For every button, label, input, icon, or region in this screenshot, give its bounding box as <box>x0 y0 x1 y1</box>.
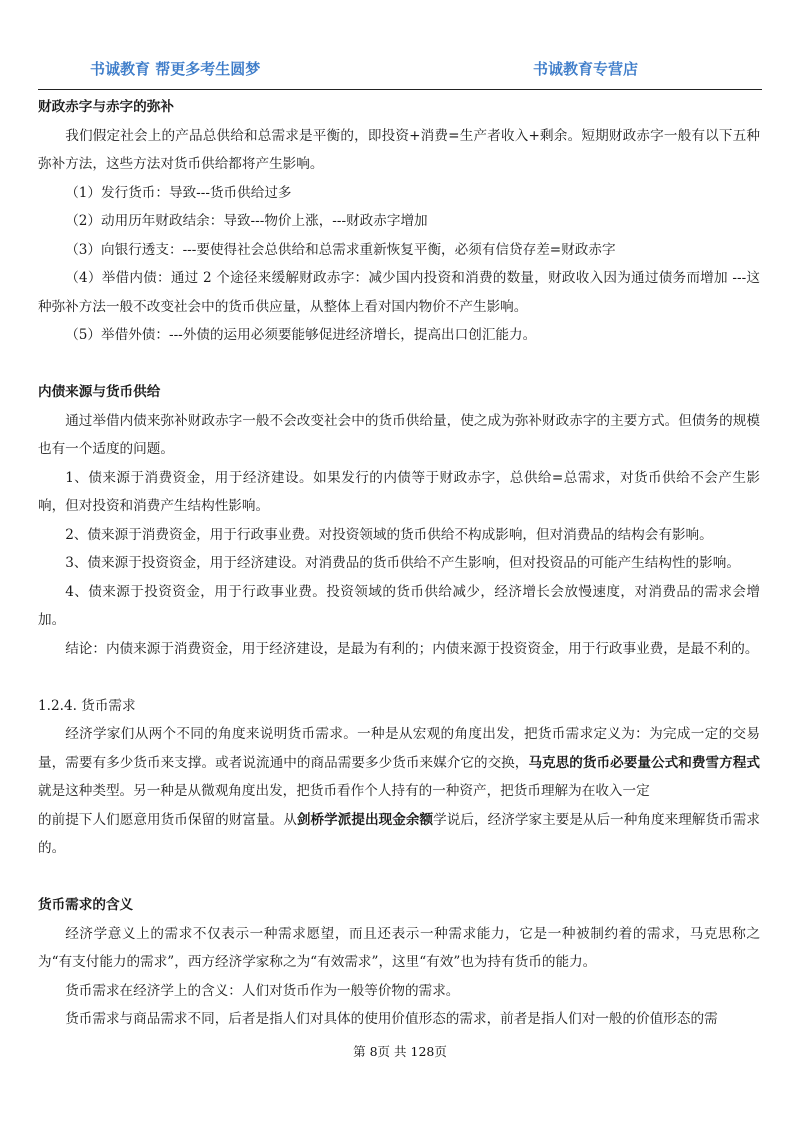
paragraph-money-demand-2: 的前提下人们愿意用货币保留的财富量。从剑桥学派提出现金余额学说后，经济学家主要是从后一种角度来理解货币需求的。 <box>38 811 761 856</box>
header-divider <box>38 89 762 90</box>
list-item: （3）向银行透支：---要使得社会总供给和总需求重新恢复平衡，必须有信贷存差=财政赤字 <box>65 241 616 258</box>
section-title-money-demand: 1.2.4. 货币需求 <box>38 697 136 714</box>
list-item: （1）发行货币：导致---货币供给过多 <box>65 184 292 201</box>
document-body <box>38 93 760 1034</box>
list-item: 1、债来源于消费资金，用于经济建设。如果发行的内债等于财政赤字，总供给=总需求，对货币供给不会产生影响，但对投资和消费产生结构性影响。 <box>38 469 760 514</box>
list-item: 3、债来源于投资资金，用于经济建设。对消费品的货币供给不产生影响，但对投资品的可能产生结构性的影响。 <box>65 555 740 571</box>
paragraph-conclusion: 结论：内债来源于消费资金，用于经济建设，是最为有利的；内债来源于投资资金，用于行政事业费，是最不利的。 <box>65 640 759 657</box>
bold-phrase-marx-fisher: 马克思的货币必要量公式和费雪方程式 <box>528 754 761 771</box>
paragraph-debt-intro: 通过举借内债来弥补财政赤字一般不会改变社会中的货币供给量，使之成为弥补财政赤字的主要方式。但债务的规模也有一个适度的问题。 <box>38 412 760 457</box>
list-item: （2）动用历年财政结余：导致---物价上涨，---财政赤字增加 <box>65 213 428 229</box>
bold-phrase-cambridge: 剑桥学派提出现金余额 <box>296 811 434 828</box>
list-item: 4、债来源于投资资金，用于行政事业费。投资领域的货币供给减少，经济增长会放慢速度，对消费品的需求会增加。 <box>38 583 760 628</box>
header-store-name: 书诚教育专营店 <box>533 60 639 78</box>
section-title-meaning: 货币需求的含义 <box>38 897 134 913</box>
header-slogan: 书诚教育 帮更多考生圆梦 <box>90 60 261 78</box>
section-title-domestic-debt: 内债来源与货币供给 <box>38 384 161 400</box>
page-number: 第 8页 共 128页 <box>353 1044 447 1059</box>
paragraph-meaning-2: 货币需求在经济学上的含义：人们对货币作为一般等价物的需求。 <box>65 982 460 999</box>
paragraph-money-demand-1: 经济学家们从两个不同的角度来说明货币需求。一种是从宏观的角度出发，把货币需求定义为：为完成一定的交易量，需要有多少货币来支撑。或者说流通中的商品需要多少货币来媒介它的交换，马克思的货币必要量公式和费雪方程式就是这种类型。另一种是从微观角度出发，把货币看作个人持有的一种资产，把货币理解为在收入一定 <box>38 726 761 799</box>
section-title-deficit: 财政赤字与赤字的弥补 <box>38 99 174 115</box>
list-item: （5）举借外债：---外债的运用必须要能够促进经济增长，提高出口创汇能力。 <box>65 327 537 343</box>
paragraph-meaning-1: 经济学意义上的需求不仅表示一种需求愿望，而且还表示一种需求能力，它是一种被制约着的需求，马克思称之为“有支付能力的需求”，西方经济学家称之为“有效需求”，这里“有效”也为持有货币的能力。 <box>38 925 760 970</box>
paragraph-meaning-3: 货币需求与商品需求不同，后者是指人们对具体的使用价值形态的需求，前者是指人们对一般的价值形态的需 <box>65 1011 718 1027</box>
paragraph-deficit-intro: 我们假定社会上的产品总供给和总需求是平衡的，即投资+消费=生产者收入+剩余。短期财政赤字一般有以下五种弥补方法，这些方法对货币供给都将产生影响。 <box>38 127 760 172</box>
list-item: 2、债来源于消费资金，用于行政事业费。对投资领域的货币供给不构成影响，但对消费品的结构会有影响。 <box>65 526 713 543</box>
list-item: （4）举借内债：通过 2 个途径来缓解财政赤字：减少国内投资和消费的数量，财政收入因为通过债务而增加 ---这种弥补方法一般不改变社会中的货币供应量，从整体上看对国内物价不产生影响。 <box>38 270 760 315</box>
